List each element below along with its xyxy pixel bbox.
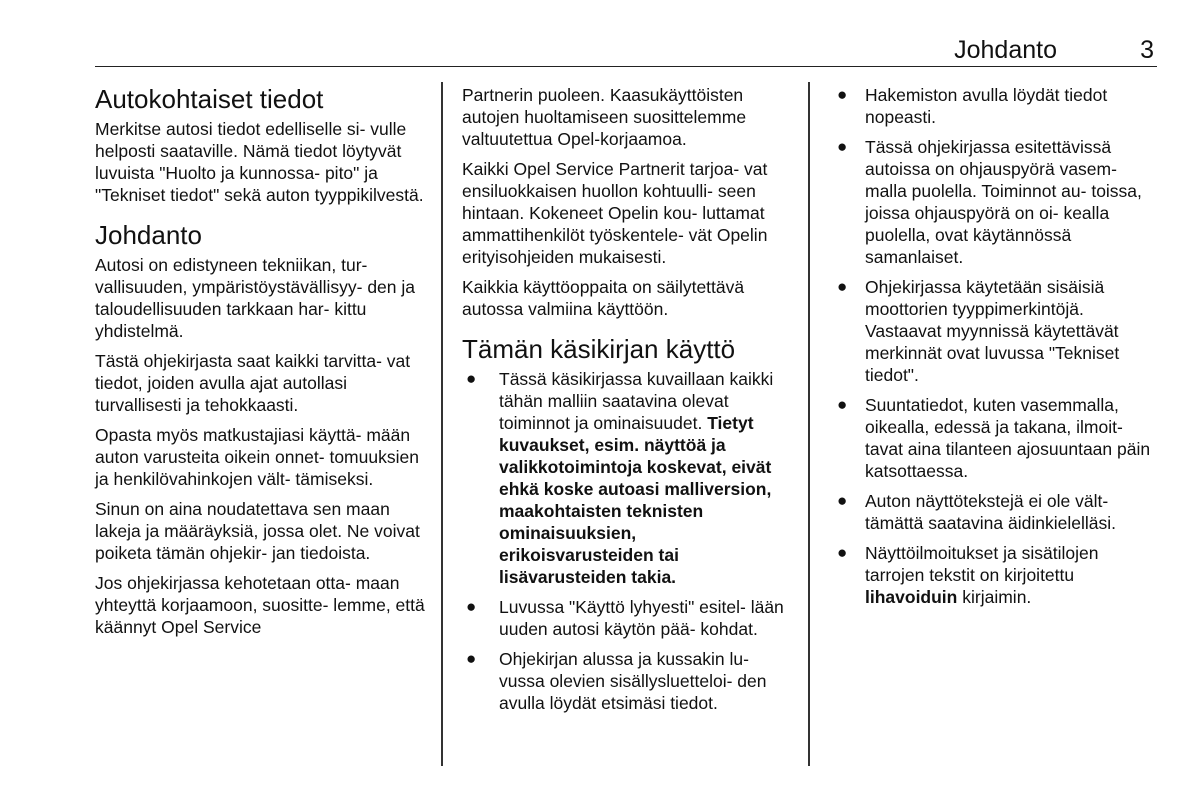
paragraph: Partnerin puoleen. Kaasukäyttöisten autojen huoltamiseen suosittelemme valtuutettua Opel-korjaamoa. bbox=[462, 85, 747, 149]
column-1 bbox=[95, 84, 425, 646]
list-item-text: Näyttöilmoitukset ja sisätilojen tarrojen tekstit on kirjoitettu bbox=[865, 543, 1099, 585]
header-title: Johdanto bbox=[954, 36, 1057, 64]
bullet-icon: ● bbox=[466, 597, 477, 616]
paragraph: Autosi on edistyneen tekniikan, tur- vallisuuden, ympäristöystävällisyy- den ja taloudellisuuden tarkkaan har- kittu yhdistelmä. bbox=[95, 255, 415, 341]
list-item-text: Suuntatiedot, kuten vasemmalla, oikealla, edessä ja takana, ilmoit- tavat aina tilanteen ajosuuntaan päin katsottaessa. bbox=[865, 395, 1151, 481]
paragraph: Kaikkia käyttöoppaita on säilytettävä autossa valmiina käyttöön. bbox=[462, 277, 745, 319]
column-3 bbox=[837, 84, 1157, 616]
page-number: 3 bbox=[1140, 36, 1154, 64]
paragraph: Opasta myös matkustajiasi käyttä- mään auton varusteita oikein onnet- tomuuksien ja henkilövahinkojen vält- tämiseksi. bbox=[95, 425, 419, 489]
bullet-list bbox=[462, 368, 792, 714]
bullet-list bbox=[837, 84, 1157, 608]
page-header bbox=[95, 32, 1157, 67]
bullet-icon: ● bbox=[837, 395, 848, 414]
section-heading-introduction: Johdanto bbox=[95, 220, 202, 250]
bullet-icon: ● bbox=[837, 137, 848, 156]
paragraph: Jos ohjekirjassa kehotetaan otta- maan yhteyttä korjaamoon, suositte- lemme, että käännyt Opel Service bbox=[95, 573, 425, 637]
column-divider-1 bbox=[441, 82, 443, 766]
paragraph: Merkitse autosi tiedot edelliselle si- vulle helposti saataville. Nämä tiedot löytyvät luvuista "Huolto ja kunnossa- pito" ja "Tekniset tiedot" sekä auton tyyppikilvestä. bbox=[95, 119, 424, 205]
column-divider-2 bbox=[808, 82, 810, 766]
section-heading-manual-usage: Tämän käsikirjan käyttö bbox=[462, 334, 736, 364]
bullet-icon: ● bbox=[837, 491, 848, 510]
list-item-bold-text: Tietyt kuvaukset, esim. näyttöä ja valikkotoimintoja koskevat, eivät ehkä koske autoasi malliversion, maakohtaisten teknisten ominaisuuksien, erikoisvarusteiden tai lisävarusteiden takia. bbox=[499, 413, 772, 587]
list-item-text: Tässä käsikirjassa kuvaillaan kaikki tähän malliin saatavina olevat toiminnot ja ominaisuudet. bbox=[499, 369, 774, 433]
list-item-bold-text: lihavoiduin bbox=[865, 587, 958, 607]
bullet-icon: ● bbox=[837, 85, 848, 104]
bullet-icon: ● bbox=[466, 649, 477, 668]
column-2 bbox=[462, 84, 792, 722]
paragraph: Tästä ohjekirjasta saat kaikki tarvitta- vat tiedot, joiden avulla ajat autollasi turvallisesti ja tehokkaasti. bbox=[95, 351, 411, 415]
bullet-icon: ● bbox=[837, 543, 848, 562]
list-item-text: Tässä ohjekirjassa esitettävissä autoissa on ohjauspyörä vasem- malla puolella. Toiminnot au- toissa, joissa ohjauspyörä on oi- kealla puolella, ovat käytännössä samanlaiset. bbox=[865, 137, 1142, 267]
list-item bbox=[837, 542, 1157, 608]
list-item-text: Luvussa "Käyttö lyhyesti" esitel- lään uuden autosi käytön pää- kohdat. bbox=[499, 597, 784, 639]
list-item bbox=[837, 490, 1157, 534]
list-item bbox=[462, 368, 792, 588]
list-item bbox=[837, 136, 1157, 268]
paragraph: Kaikki Opel Service Partnerit tarjoa- vat ensiluokkaisen huollon kohtuulli- seen hintaan. Kokeneet Opelin kou- luttamat ammattihenkilöt työskentele- vät Opelin erityisohjeiden mukaisesti. bbox=[462, 159, 768, 267]
bullet-icon: ● bbox=[837, 277, 848, 296]
list-item bbox=[462, 648, 792, 714]
list-item bbox=[837, 276, 1157, 386]
paragraph: Sinun on aina noudatettava sen maan lakeja ja määräyksiä, jossa olet. Ne voivat poiketa tämän ohjekir- jan tiedoista. bbox=[95, 499, 420, 563]
bullet-icon: ● bbox=[466, 369, 477, 388]
list-item bbox=[837, 84, 1157, 128]
list-item bbox=[462, 596, 792, 640]
list-item-text: Auton näyttötekstejä ei ole vält- tämättä saatavina äidinkielelläsi. bbox=[865, 491, 1116, 533]
section-heading-vehicle-data: Autokohtaiset tiedot bbox=[95, 84, 324, 114]
list-item-text: Hakemiston avulla löydät tiedot nopeasti. bbox=[865, 85, 1108, 127]
list-item-text: kirjaimin. bbox=[962, 587, 1032, 607]
list-item-text: Ohjekirjan alussa ja kussakin lu- vussa olevien sisällysluetteloi- den avulla löydät etsimäsi tiedot. bbox=[499, 649, 767, 713]
list-item bbox=[837, 394, 1157, 482]
list-item-text: Ohjekirjassa käytetään sisäisiä moottorien tyyppimerkintöjä. Vastaavat myynnissä käytettävät merkinnät ovat luvussa "Tekniset tiedot". bbox=[865, 277, 1120, 385]
